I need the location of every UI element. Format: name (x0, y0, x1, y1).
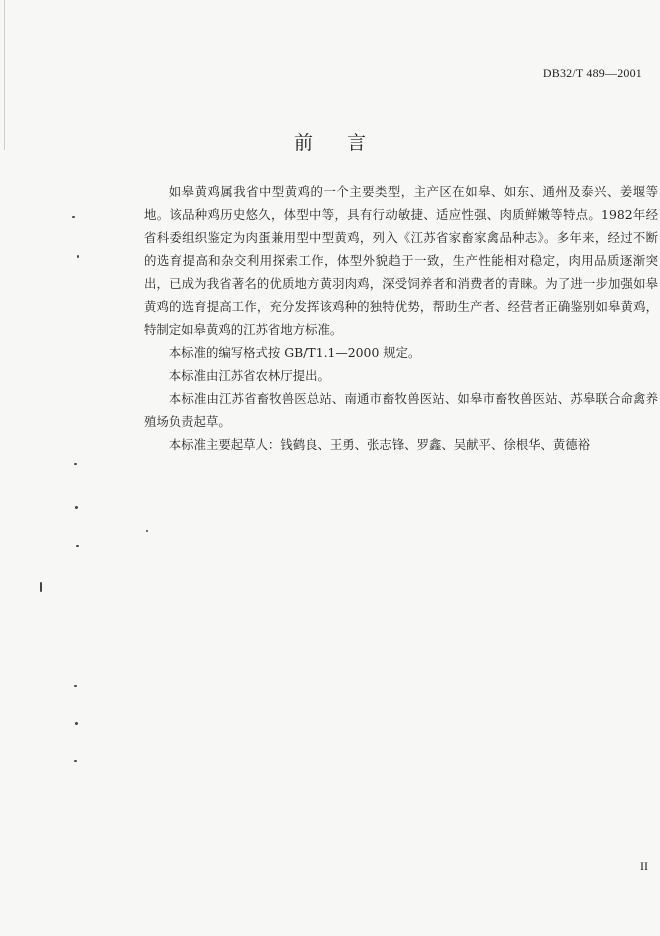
scan-speck (74, 760, 77, 762)
scan-speck (76, 545, 79, 547)
paragraph-format: 本标准的编写格式按 GB/T1.1—2000 规定。 (168, 345, 421, 360)
scan-speck (40, 582, 42, 592)
page-number: II (640, 859, 648, 873)
scan-speck (146, 530, 148, 532)
scan-speck (75, 506, 78, 509)
paragraph-intro: 如皋黄鸡属我省中型黄鸡的一个主要类型，主产区在如皋、如东、通州及泰兴、姜堰等地。该品种鸡历史悠久，体型中等，具有行动敏捷、适应性强、肉质鲜嫩等特点。1982年经省科委组织鉴定为肉蛋兼用型中型黄鸡，列入《江苏省家畜家禽品种志》。多年来，经过不断的选育提高和杂交利用探索工作，体型外貌趋于一致，生产性能相对稳定，肉用品质逐渐突出，已成为我省著名的优质地方黄羽肉鸡，深受饲养者和消费者的青睐。为了进一步加强如皋黄鸡的选育提高工作，充分发挥该鸡种的独特优势，帮助生产者、经营者正确鉴别如皋黄鸡，特制定如皋黄鸡的江苏省地方标准。 (144, 184, 658, 337)
scan-speck (75, 722, 78, 725)
page-title: 前言 (293, 132, 400, 154)
foreword-body (144, 180, 658, 456)
paragraph-drafting-units: 本标准由江苏省畜牧兽医总站、南通市畜牧兽医站、如皋市畜牧兽医站、苏皋联合命禽养殖场负责起草。 (144, 391, 658, 429)
scan-speck (74, 463, 77, 465)
document-code: DB32/T 489—2001 (542, 66, 642, 80)
scan-speck (77, 255, 79, 258)
scan-speck (72, 216, 75, 218)
paragraph-proposer: 本标准由江苏省农林厅提出。 (168, 368, 330, 383)
paragraph-drafters: 本标准主要起草人：钱鹤良、王勇、张志锋、罗鑫、吴献平、徐根华、黄德裕 (168, 437, 591, 452)
scan-speck (74, 685, 77, 687)
